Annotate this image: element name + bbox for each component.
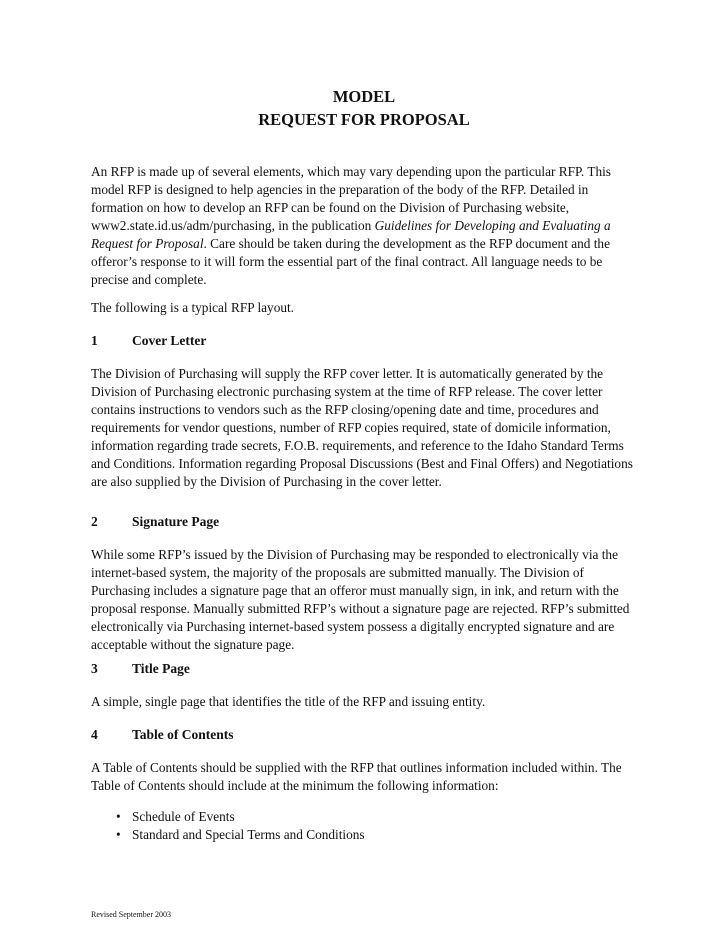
section-number: 3 — [91, 661, 98, 676]
list-item-text: Standard and Special Terms and Conditions — [132, 827, 365, 842]
section-title: Cover Letter — [132, 333, 207, 348]
publication-title: Guidelines for Developing and Evaluating a Request for Proposal — [91, 218, 611, 251]
bullet-icon: • — [116, 809, 121, 824]
list-item — [116, 826, 365, 844]
section-body-signature-page: While some RFP’s issued by the Division of Purchasing may be responded to electronically via the internet-based system, the majority of the proposals are submitted manually. The Division of Purchasing includes a signature page that an offeror must manually sign, in ink, and return with the proposal response. Manually submitted RFP’s without a signature page are rejected. RFP’s submitted electronically via Purchasing internet-based system possess a digitally encrypted signature and are acceptable without the signature page. — [91, 547, 630, 652]
section-title: Table of Contents — [132, 727, 234, 742]
layout-intro-paragraph: The following is a typical RFP layout. — [91, 300, 295, 315]
list-item-text: Schedule of Events — [132, 809, 235, 824]
section-title: Signature Page — [132, 514, 220, 529]
section-number: 2 — [91, 514, 98, 529]
revision-footer: Revised September 2003 — [91, 910, 171, 919]
section-number: 1 — [91, 333, 98, 348]
document-title-line-1: MODEL — [332, 87, 396, 106]
list-item — [116, 808, 365, 826]
section-body-cover-letter: The Division of Purchasing will supply the RFP cover letter. It is automatically generated by the Division of Purchasing electronic purchasing system at the time of RFP release. The cover letter contains instructions to vendors such as the RFP closing/opening date and time, procedures and requirements for vendor questions, number of RFP copies required, state of domicile information, information regarding trade secrets, F.O.B. requirements, and reference to the Idaho Standard Terms and Conditions. Information regarding Proposal Discussions (Best and Final Offers) and Negotiations are also supplied by the Division of Purchasing in the cover letter. — [91, 366, 633, 489]
section-heading-signature-page — [91, 513, 219, 531]
bullet-icon: • — [116, 827, 121, 842]
intro-text-end: . Care should be taken during the development as the RFP document and the offeror’s response to it will form the essential part of the final contract. All language needs to be precise and complete. — [91, 236, 610, 287]
section-number: 4 — [91, 727, 98, 742]
intro-paragraph — [91, 163, 641, 289]
section-body-title-page: A simple, single page that identifies the title of the RFP and issuing entity. — [91, 694, 486, 709]
section-heading-cover-letter — [91, 332, 206, 350]
section-body-table-of-contents: A Table of Contents should be supplied with the RFP that outlines information included within. The Table of Contents should include at the minimum the following information: — [91, 760, 622, 793]
section-title: Title Page — [132, 661, 190, 676]
section-heading-title-page — [91, 660, 190, 678]
section-heading-table-of-contents — [91, 726, 234, 744]
document-title-line-2: REQUEST FOR PROPOSAL — [258, 110, 470, 129]
intro-text-start: An RFP is made up of several elements, which may vary depending upon the particular RFP. This model RFP is designed to help agencies in the preparation of the body of the RFP. Detailed in formation on how to develop an RFP can be found on the Division of Purchasing website, www2.state.id.us/adm/purchasing, in the publication — [91, 164, 611, 233]
toc-bullet-list — [116, 808, 365, 844]
